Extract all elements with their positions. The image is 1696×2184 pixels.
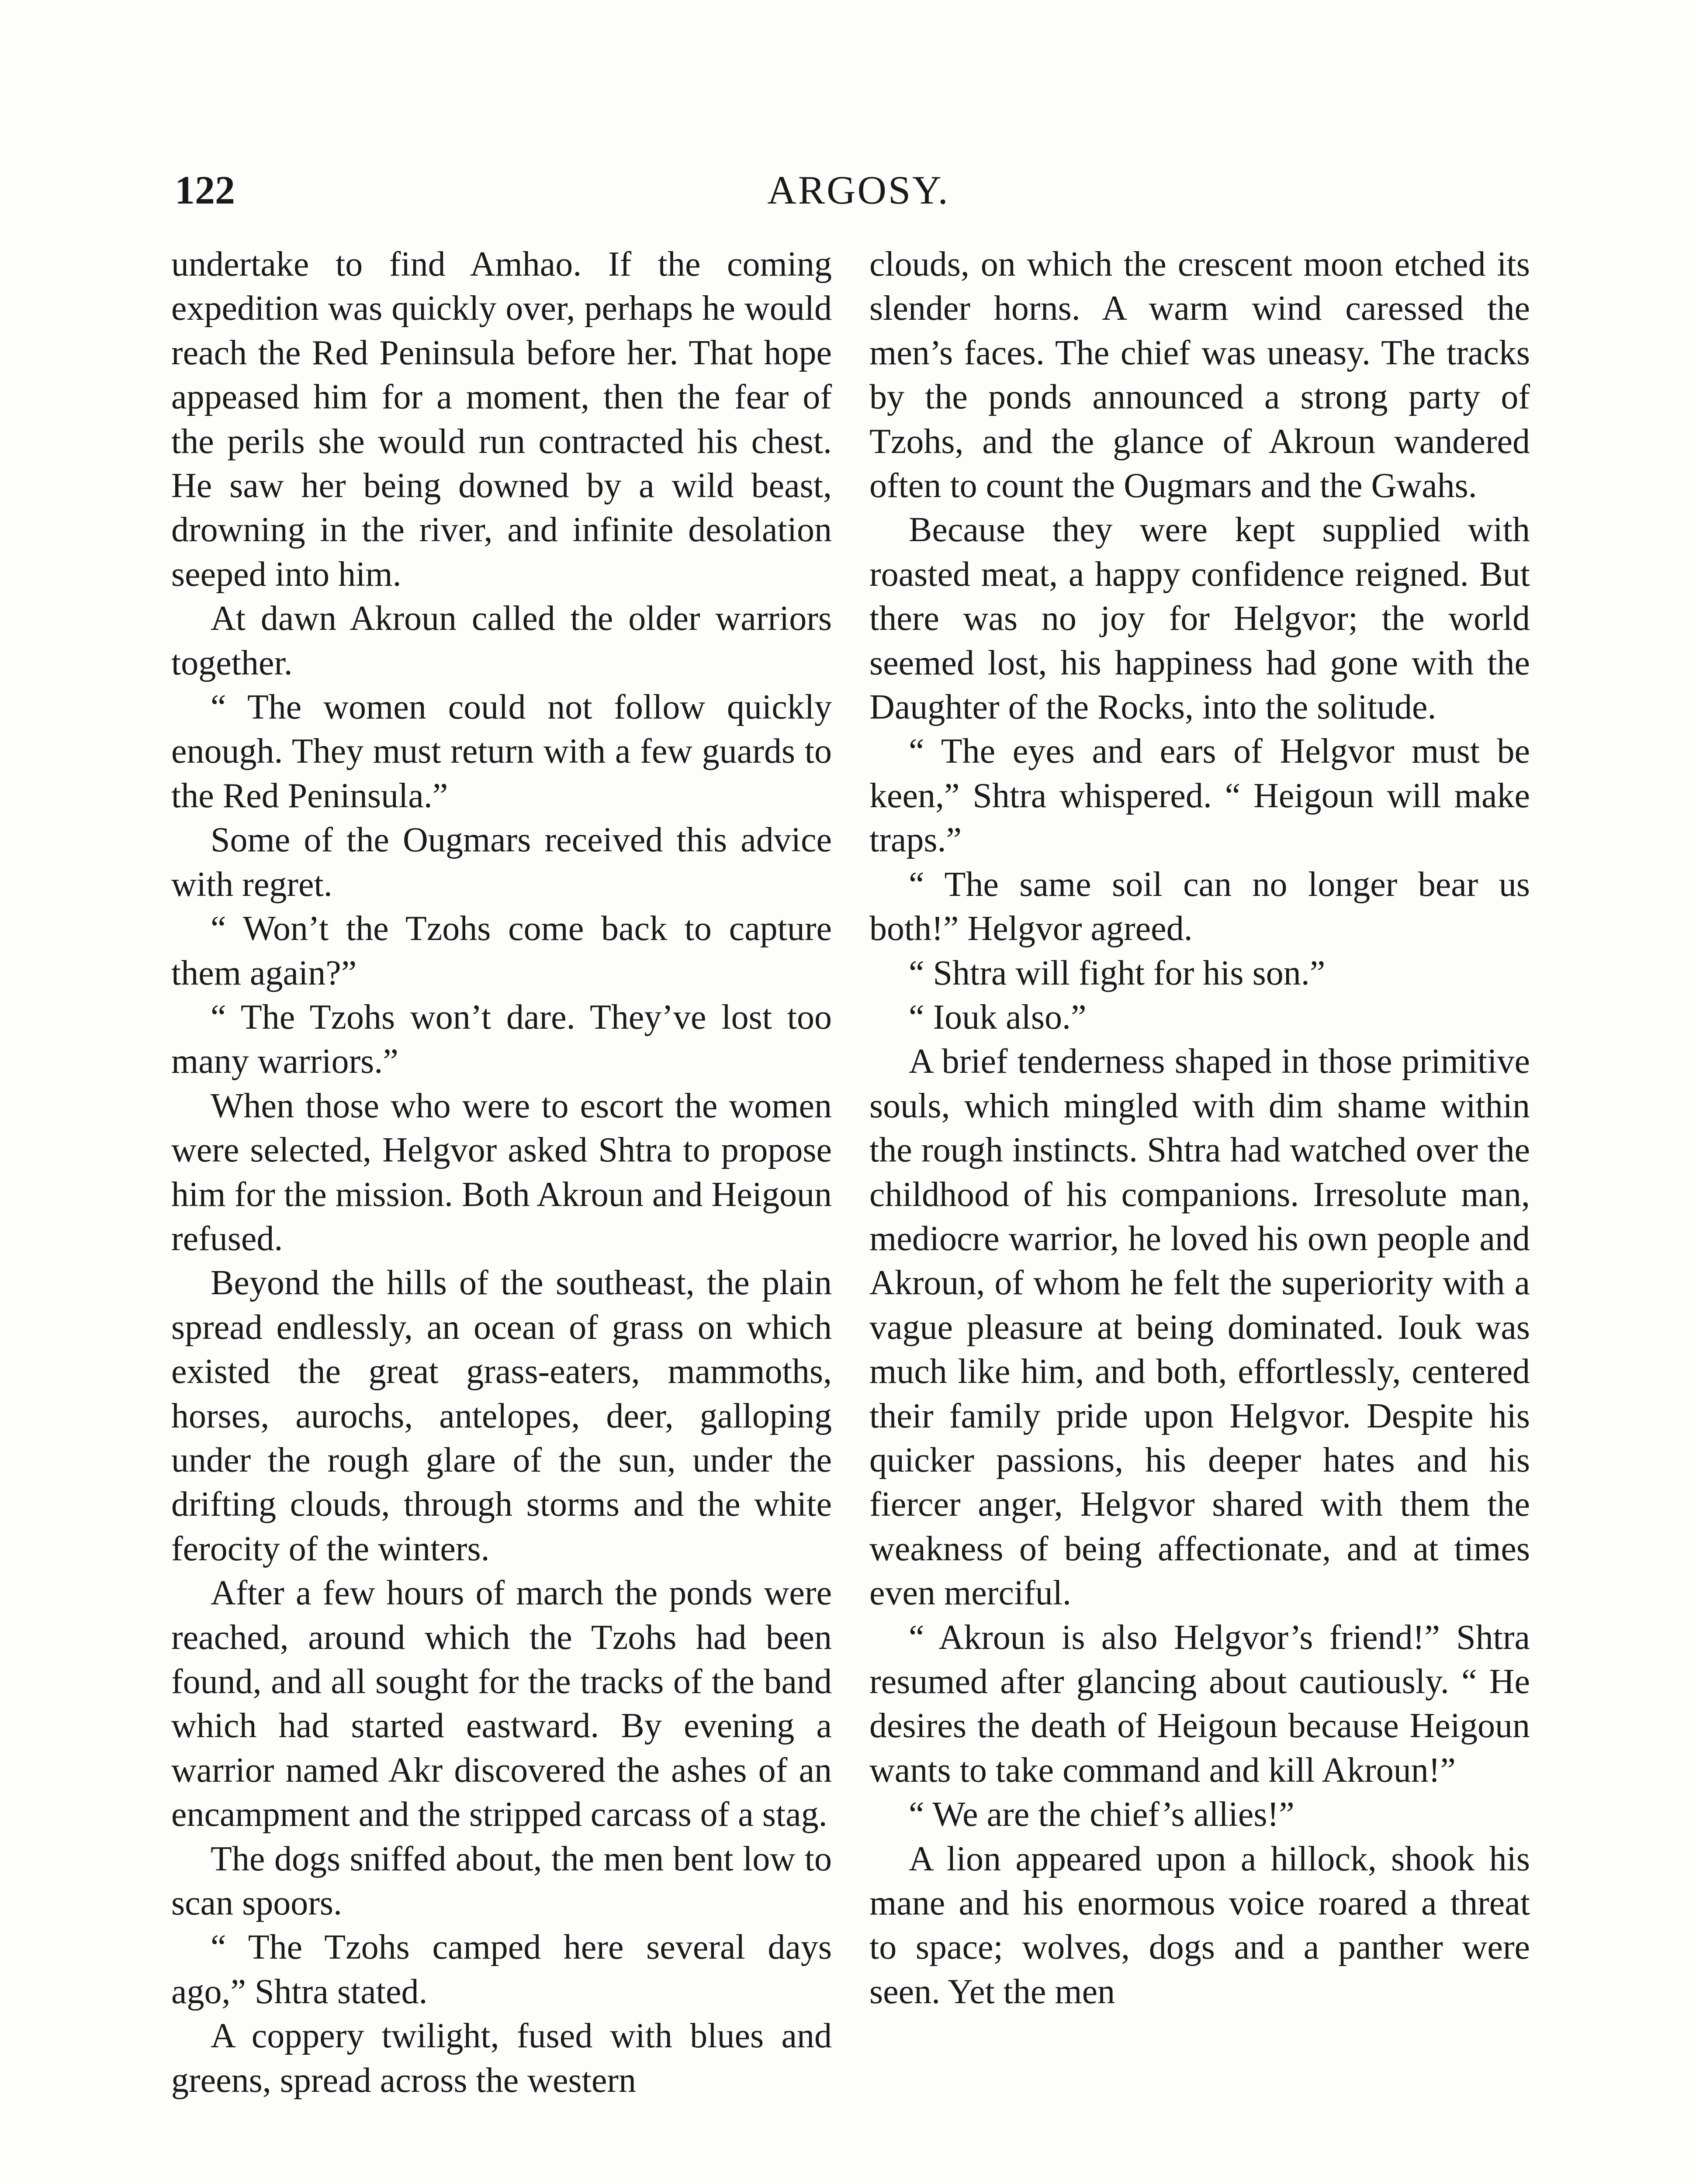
paragraph: After a few hours of march the ponds were reached, around which the Tzohs had been found, and all sought for the tracks of the band which had started eastward. By evening a warrior named Akr discovered the ashes of an encampment and the stripped carcass of a stag. <box>171 1574 832 1834</box>
paragraph: “ The eyes and ears of Helgvor must be keen,” Shtra whispered. “ Heigoun will make traps.” <box>869 732 1530 860</box>
paragraph: “ The same soil can no longer bear us both!” Helgvor agreed. <box>869 865 1530 948</box>
paragraph: “ Won’t the Tzohs come back to capture them again?” <box>171 909 832 992</box>
paragraph: The dogs sniffed about, the men bent low to scan spoors. <box>171 1839 832 1923</box>
paragraph: A brief tenderness shaped in those primitive souls, which mingled with dim shame within the rough instincts. Shtra had watched over the childhood of his companions. Irresolute man, mediocre warrior, he loved his own people and Akroun, of whom he felt the superiority with a vague pleasure at being dominated. Iouk was much like him, and both, effortlessly, centered their family pride upon Helgvor. Despite his quicker passions, his deeper hates and his fiercer anger, Helgvor shared with them the weakness of being affectionate, and at times even merciful. <box>869 1042 1530 1613</box>
paragraph: Some of the Ougmars received this advice with regret. <box>171 821 832 904</box>
page-number: 122 <box>175 168 235 212</box>
paragraph: Beyond the hills of the southeast, the plain spread endlessly, an ocean of grass on which existed the great grass-eaters, mammoths, horses, aurochs, antelopes, deer, galloping under the rough glare of the sun, under the drifting clouds, through storms and the white ferocity of the winters. <box>171 1264 832 1568</box>
paragraph: At dawn Akroun called the older warriors together. <box>171 599 832 682</box>
running-head: ARGOSY. <box>767 168 950 212</box>
left-column <box>171 242 832 2103</box>
paragraph: “ Shtra will fight for his son.” <box>909 954 1326 992</box>
paragraph: “ Akroun is also Helgvor’s friend!” Shtra resumed after glancing about cautiously. “ He desires the death of Heigoun because Heigoun wants to take command and kill Akroun!” <box>869 1618 1530 1790</box>
paragraph: “ The Tzohs won’t dare. They’ve lost too many warriors.” <box>171 998 832 1081</box>
paragraph: undertake to find Amhao. If the coming expedition was quickly over, perhaps he would reach the Red Peninsula before her. That hope appeased him for a moment, then the fear of the perils she would run contracted his chest. He saw her being downed by a wild beast, drowning in the river, and infinite desolation seeped into him. <box>171 245 832 594</box>
paragraph: “ The Tzohs camped here several days ago,” Shtra stated. <box>171 1928 832 2011</box>
right-column <box>869 242 1530 2014</box>
paragraph: When those who were to escort the women were selected, Helgvor asked Shtra to propose him for the mission. Both Akroun and Heigoun refused. <box>171 1086 832 1258</box>
text-columns <box>171 242 1547 2184</box>
paragraph: “ We are the chief’s allies!” <box>909 1795 1294 1834</box>
paragraph: Because they were kept supplied with roasted meat, a happy confidence reigned. But there was no joy for Helgvor; the world seemed lost, his happiness had gone with the Daughter of the Rocks, into the solitude. <box>869 511 1530 727</box>
paragraph: A lion appeared upon a hillock, shook his mane and his enormous voice roared a threat to space; wolves, dogs and a panther were seen. Yet the men <box>869 1839 1530 2011</box>
paragraph: clouds, on which the crescent moon etched its slender horns. A warm wind caressed the men’s faces. The chief was uneasy. The tracks by the ponds announced a strong party of Tzohs, and the glance of Akroun wandered often to count the Ougmars and the Gwahs. <box>869 245 1530 505</box>
paragraph: “ The women could not follow quickly enough. They must return with a few guards to the Red Peninsula.” <box>171 688 832 815</box>
paragraph: A coppery twilight, fused with blues and greens, spread across the western <box>171 2017 832 2100</box>
page-header <box>175 166 1542 218</box>
paragraph: “ Iouk also.” <box>909 998 1087 1037</box>
